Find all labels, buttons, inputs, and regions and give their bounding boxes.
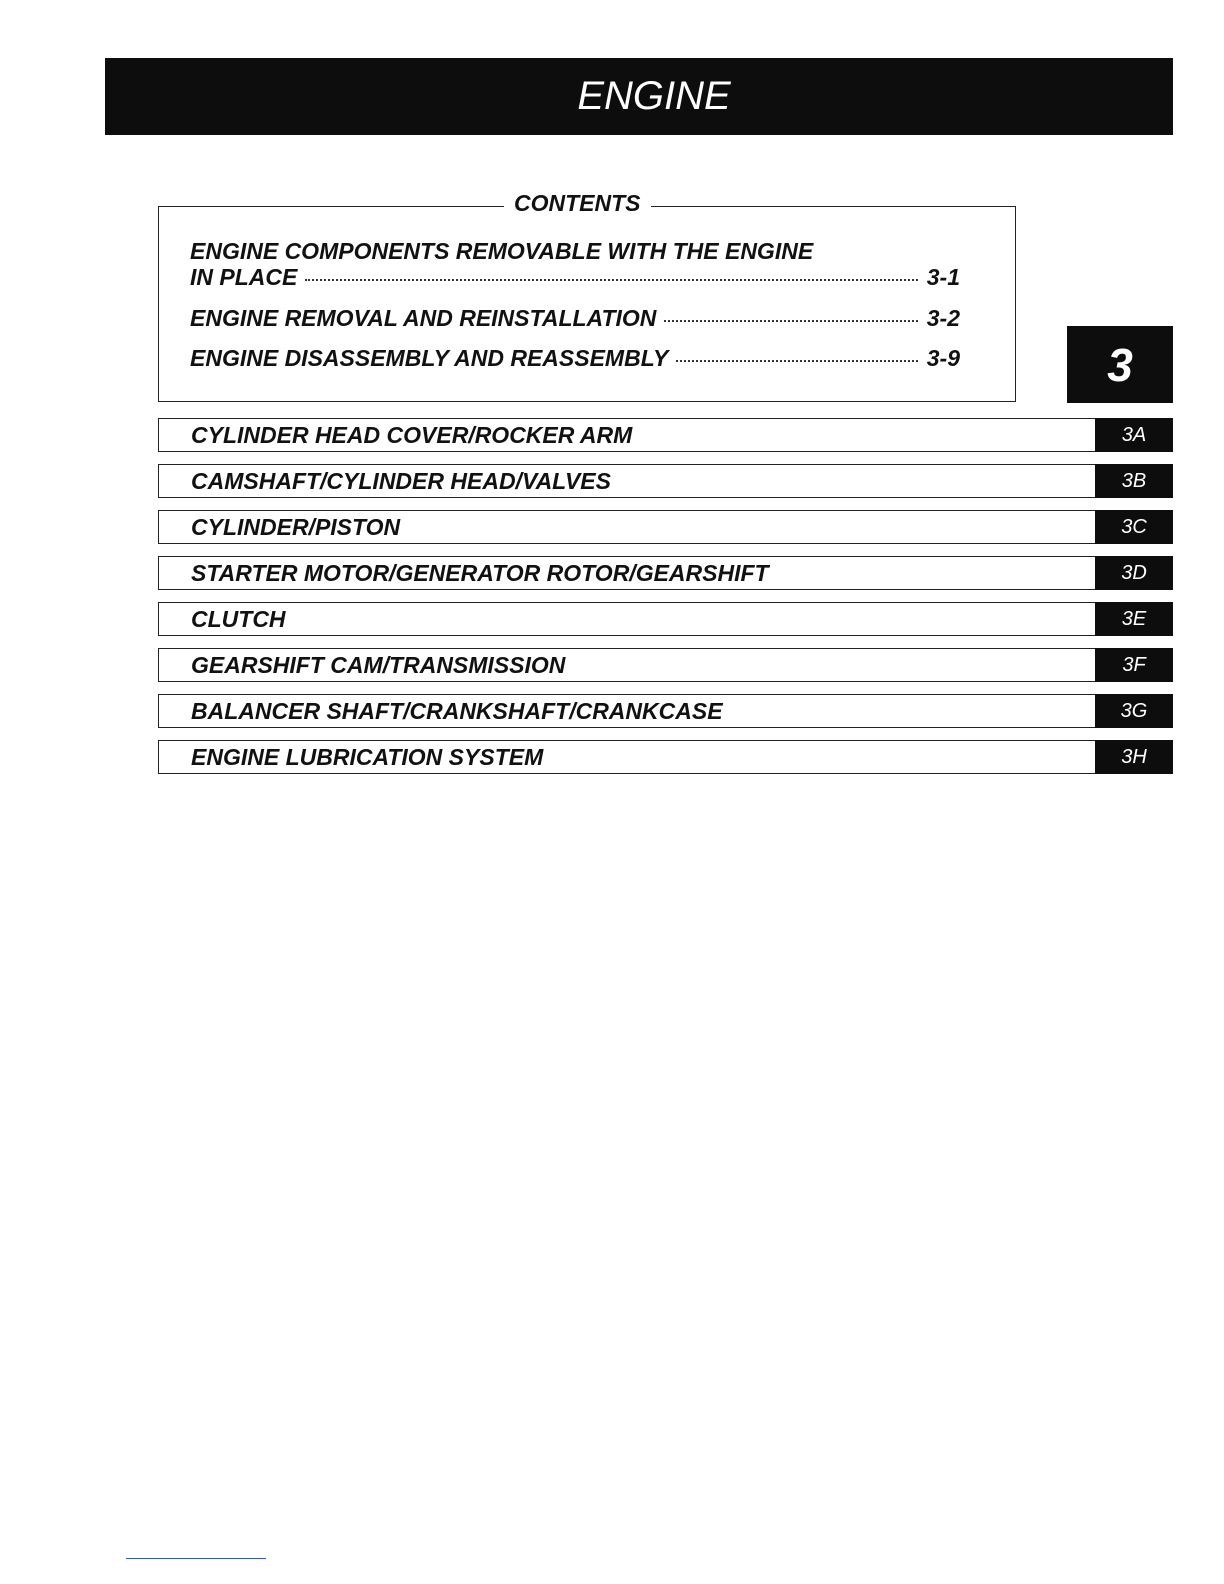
section-tab[interactable]: 3H <box>1095 740 1173 774</box>
contents-box <box>158 206 1016 402</box>
page-title-bar <box>105 58 1173 135</box>
toc-entry-label: IN PLACE <box>190 264 298 290</box>
section-label: ENGINE LUBRICATION SYSTEM <box>191 744 544 770</box>
section-row-3d[interactable] <box>158 556 1173 590</box>
toc-page-number: 3-1 <box>926 264 960 290</box>
page-title: ENGINE <box>577 74 731 118</box>
toc-leader-dots <box>664 319 918 322</box>
section-row-3a[interactable] <box>158 418 1173 452</box>
section-row-3h[interactable] <box>158 740 1173 774</box>
toc-page-number: 3-2 <box>926 305 960 331</box>
section-label: BALANCER SHAFT/CRANKSHAFT/CRANKCASE <box>191 698 723 724</box>
section-row-3f[interactable] <box>158 648 1173 682</box>
toc-entry-label: ENGINE DISASSEMBLY AND REASSEMBLY <box>190 345 669 371</box>
contents-heading: CONTENTS <box>504 190 651 217</box>
toc-entry-3[interactable] <box>190 345 960 372</box>
toc-entry-1[interactable] <box>190 264 960 291</box>
toc-page-number: 3-9 <box>926 345 960 371</box>
toc-leader-dots <box>305 278 918 281</box>
toc-entry-label: ENGINE REMOVAL AND REINSTALLATION <box>190 305 657 331</box>
chapter-tab[interactable]: 3 <box>1067 326 1173 403</box>
section-label: CYLINDER HEAD COVER/ROCKER ARM <box>191 422 633 448</box>
section-tab[interactable]: 3G <box>1095 694 1173 728</box>
section-label: GEARSHIFT CAM/TRANSMISSION <box>191 652 566 678</box>
toc-entry-1-line1[interactable]: ENGINE COMPONENTS REMOVABLE WITH THE ENGINE <box>190 238 814 264</box>
footer-rule <box>126 1558 266 1559</box>
section-tab[interactable]: 3C <box>1095 510 1173 544</box>
section-tab[interactable]: 3B <box>1095 464 1173 498</box>
section-row-3c[interactable] <box>158 510 1173 544</box>
section-label: CLUTCH <box>191 606 286 632</box>
section-tab[interactable]: 3F <box>1095 648 1173 682</box>
section-label: STARTER MOTOR/GENERATOR ROTOR/GEARSHIFT <box>191 560 769 586</box>
toc-entry-2[interactable] <box>190 305 960 332</box>
toc-leader-dots <box>676 359 918 362</box>
section-tab[interactable]: 3A <box>1095 418 1173 452</box>
section-label: CYLINDER/PISTON <box>191 514 401 540</box>
section-row-3e[interactable] <box>158 602 1173 636</box>
section-tab[interactable]: 3D <box>1095 556 1173 590</box>
section-label: CAMSHAFT/CYLINDER HEAD/VALVES <box>191 468 611 494</box>
section-row-3b[interactable] <box>158 464 1173 498</box>
section-row-3g[interactable] <box>158 694 1173 728</box>
section-tab[interactable]: 3E <box>1095 602 1173 636</box>
